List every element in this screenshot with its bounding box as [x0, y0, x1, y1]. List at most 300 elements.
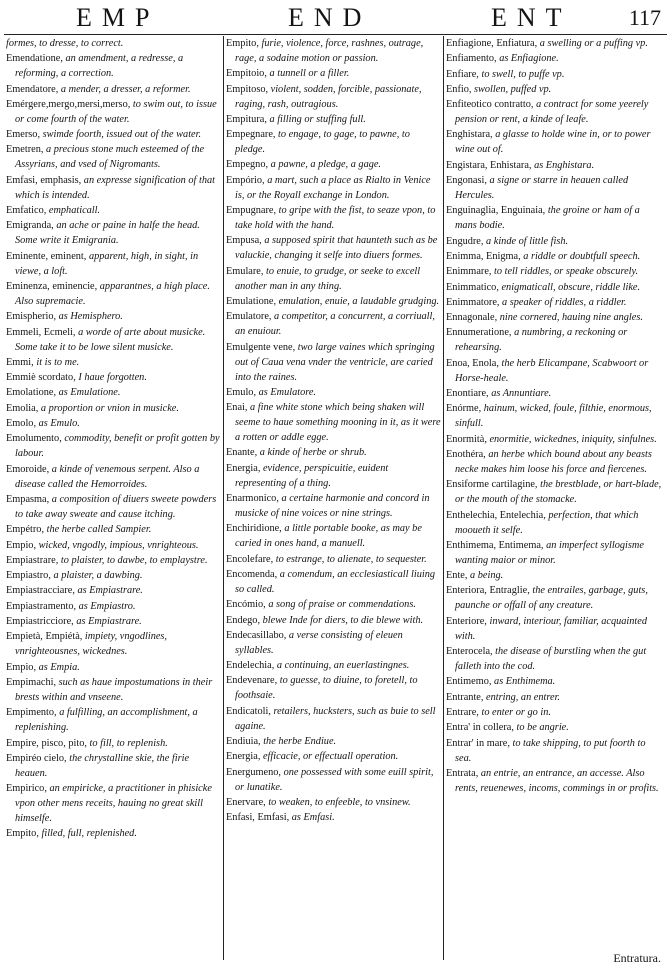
- dictionary-entry: [226, 264, 442, 294]
- entry-gloss: as Emulatore.: [258, 386, 317, 398]
- dictionary-entry: [6, 553, 222, 568]
- entry-gloss: such as haue impostumations in their brests within and vnseene.: [15, 676, 213, 703]
- dictionary-entry: [446, 674, 662, 689]
- dictionary-entry: [446, 766, 662, 796]
- dictionary-entry: [6, 249, 222, 279]
- dictionary-entry: [226, 294, 442, 309]
- dictionary-entry: [6, 127, 222, 142]
- dictionary-entry: [226, 613, 442, 628]
- entry-gloss: as Enfiagione.: [499, 53, 559, 65]
- entry-gloss: as Empia.: [38, 661, 80, 673]
- entry-gloss: apparent, high, in sight, in viewe, a loft.: [15, 250, 199, 277]
- entry-headword: Energumeno,: [226, 766, 284, 778]
- header-rule: [4, 34, 667, 35]
- entry-headword: Enimmatore,: [446, 296, 503, 308]
- entry-gloss: blewe Inde for diers, to die blewe with.: [262, 614, 424, 626]
- entry-gloss: a continuing, an euerlastingnes.: [276, 660, 410, 672]
- dictionary-entry: [6, 614, 222, 629]
- entry-headword: Enfasi, Emfasi,: [226, 812, 292, 824]
- entry-gloss: an empiricke, a practitioner in phisicke vpon other mens receits, hauing no great skill himselfe.: [15, 783, 212, 825]
- entry-headword: Eminenza, eminencie,: [6, 280, 100, 292]
- entry-gloss: inward, interiour, familiar, acquainted with.: [455, 615, 647, 642]
- entry-gloss: a worde of arte about musicke. Some take it to be lowe silent musicke.: [15, 326, 206, 353]
- dictionary-entry: [226, 173, 442, 203]
- entry-gloss: enormitie, wickednes, iniquity, sinfulnes.: [489, 433, 657, 445]
- dictionary-entry: [446, 173, 662, 203]
- dictionary-entry: [226, 567, 442, 597]
- entry-gloss: the chrystalline skie, the firie heauen.: [15, 752, 190, 779]
- dictionary-entry: [446, 401, 662, 431]
- entry-headword: Enormità,: [446, 433, 490, 445]
- entry-headword: Endego,: [226, 614, 263, 626]
- entry-headword: Enchiridione,: [226, 523, 285, 535]
- entry-headword: Enfiare,: [446, 68, 482, 80]
- dictionary-entry: [6, 416, 222, 431]
- dictionary-entry: [6, 431, 222, 461]
- entry-headword: Emolatione,: [6, 387, 59, 399]
- entry-headword: Endecasillabo,: [226, 629, 289, 641]
- dictionary-entry: [6, 401, 222, 416]
- dictionary-entry: [446, 356, 662, 386]
- dictionary-entry: [6, 629, 222, 659]
- running-head-word-3: ENT: [491, 3, 572, 32]
- dictionary-entry: [446, 644, 662, 674]
- entry-headword: Enimmare,: [446, 266, 495, 278]
- entry-gloss: swimde foorth, issued out of the water.: [42, 129, 202, 141]
- entry-gloss: to fill, to replenish.: [89, 737, 168, 749]
- entry-headword: Empiréo cielo,: [6, 752, 70, 764]
- dictionary-entry: [446, 36, 662, 51]
- entry-headword: Empétro,: [6, 524, 47, 536]
- entry-headword: Empimento,: [6, 707, 60, 719]
- entry-headword: Encolefare,: [226, 553, 276, 565]
- entry-gloss: a comendum, an ecclesiasticall liuing so called.: [235, 568, 436, 595]
- entry-gloss: emphaticall.: [48, 205, 101, 217]
- entry-headword: Entimemo,: [446, 676, 495, 688]
- entry-headword: Entrata,: [446, 767, 481, 779]
- dictionary-entry: [6, 370, 222, 385]
- entry-headword: Empasma,: [6, 493, 52, 505]
- dictionary-entry: [446, 386, 662, 401]
- entry-gloss: wicked, vngodly, impious, vnrighteous.: [38, 539, 199, 551]
- entry-gloss: to be angrie.: [516, 722, 569, 734]
- column-divider-1: [223, 36, 224, 960]
- entry-headword: Empiastracciare,: [6, 585, 78, 597]
- dictionary-entry: [6, 492, 222, 522]
- entry-gloss: a mender, a dresser, a reformer.: [60, 83, 191, 95]
- entry-headword: Enguinaglia, Enguinaia,: [446, 205, 548, 217]
- entry-gloss: a song of praise or commendations.: [268, 599, 416, 611]
- dictionary-entry: [446, 280, 662, 295]
- entry-gloss: furie, violence, force, rashnes, outrage, rage, a sodaine motion or passion.: [235, 38, 424, 64]
- entry-headword: Enghistara,: [446, 129, 496, 141]
- entry-gloss: to gripe with the fist, to seaze vpon, to take hold with the hand.: [235, 205, 436, 232]
- dictionary-entry: [6, 279, 222, 309]
- page-number: 117: [628, 5, 661, 30]
- entry-headword: Entrante,: [446, 691, 487, 703]
- entry-gloss: to enter or go in.: [481, 706, 551, 718]
- entry-headword: Empire, pisco, pito,: [6, 737, 90, 749]
- dictionary-entry: [226, 203, 442, 233]
- entry-headword: Emendatore,: [6, 83, 61, 95]
- entry-gloss: a little portable booke, as may be caried in ones hand, a manuell.: [235, 523, 422, 550]
- entry-headword: Empitoio,: [226, 68, 270, 80]
- dictionary-entry: [226, 521, 442, 551]
- dictionary-entry: [226, 66, 442, 81]
- entry-gloss: formes, to dresse, to correct.: [6, 38, 124, 49]
- entry-gloss: apparantnes, a high place. Also supremacie.: [15, 280, 210, 307]
- dictionary-entry: [446, 51, 662, 66]
- entry-headword: Energia,: [226, 462, 263, 474]
- entry-headword: Enai,: [226, 402, 251, 414]
- entry-headword: Endicatoli,: [226, 705, 274, 717]
- entry-gloss: a kinde of little fish.: [486, 235, 569, 247]
- entry-gloss: a speaker of riddles, a riddler.: [502, 296, 627, 308]
- dictionary-entry: [226, 112, 442, 127]
- dictionary-entry: [446, 736, 662, 766]
- dictionary-entry: [446, 310, 662, 325]
- entry-headword: Emoroide,: [6, 463, 52, 475]
- dictionary-entry: [6, 97, 222, 127]
- entry-headword: Emetren,: [6, 144, 47, 156]
- dictionary-entry: [226, 233, 442, 263]
- entry-gloss: to engage, to gage, to pawne, to pledge.: [235, 129, 410, 156]
- entry-headword: Empugnare,: [226, 205, 279, 217]
- dictionary-entry: [226, 795, 442, 810]
- dictionary-entry: [446, 203, 662, 233]
- dictionary-entry: [446, 158, 662, 173]
- entry-gloss: a pawne, a pledge, a gage.: [270, 159, 382, 171]
- entry-gloss: swollen, puffed vp.: [474, 83, 552, 95]
- entry-headword: Empegno,: [226, 159, 271, 171]
- entry-gloss: as Emulo.: [38, 418, 80, 430]
- entry-headword: Emfasi, emphasis,: [6, 174, 84, 186]
- entry-headword: Entra' in collera,: [446, 722, 517, 734]
- entry-gloss: a being.: [470, 570, 504, 582]
- dictionary-entry: [6, 462, 222, 492]
- entry-headword: Entrare,: [446, 706, 482, 718]
- dictionary-entry: [6, 325, 222, 355]
- dictionary-entry: [6, 568, 222, 583]
- dictionary-entry: [446, 325, 662, 355]
- entry-gloss: evidence, perspicuitie, euident representing of a thing.: [235, 462, 389, 489]
- dictionary-entry: [226, 461, 442, 491]
- dictionary-entry: [446, 97, 662, 127]
- entry-gloss: to tell riddles, or speake obscurely.: [494, 266, 639, 278]
- entry-gloss: a mart, such a place as Rialto in Venice is, or the Royall exchange in London.: [235, 174, 431, 201]
- dictionary-entry: [6, 218, 222, 248]
- entry-headword: Empiastricciore,: [6, 616, 77, 628]
- dictionary-entry: [226, 810, 442, 825]
- entry-headword: Enervare,: [226, 796, 269, 808]
- dictionary-entry: [226, 734, 442, 749]
- entry-gloss: I haue forgotten.: [78, 372, 147, 384]
- dictionary-entry: [446, 583, 662, 613]
- entry-headword: Emispherio,: [6, 311, 59, 323]
- dictionary-entry: [226, 765, 442, 795]
- entry-headword: Emulare,: [226, 265, 267, 277]
- entry-gloss: a numbring, a reckoning or rehearsing.: [455, 327, 628, 354]
- entry-headword: Enoa, Enola,: [446, 357, 502, 369]
- entry-gloss: an imperfect syllogisme wanting maior or minor.: [455, 539, 644, 566]
- entry-gloss: a swelling or a puffing vp.: [539, 38, 648, 49]
- dictionary-entry: [226, 704, 442, 734]
- dictionary-entry: [6, 583, 222, 598]
- running-head-word-1: EMP: [76, 3, 160, 32]
- entry-headword: Ennumeratione,: [446, 327, 515, 339]
- entry-headword: Emolo,: [6, 418, 39, 430]
- entry-gloss: a fine white stone which being shaken will seeme to haue something mooning in it, as it were a rotten or addle egge.: [235, 402, 441, 444]
- entry-gloss: a composition of diuers sweete powders to take away sweate and cause itching.: [15, 493, 217, 520]
- dictionary-entry: [226, 597, 442, 612]
- entry-gloss: as Hemisphero.: [58, 311, 123, 323]
- entry-gloss: the disease of burstling when the gut falleth into the cod.: [455, 646, 647, 673]
- entry-headword: Enothéra,: [446, 448, 489, 460]
- entry-headword: Empiastrare,: [6, 554, 61, 566]
- entry-headword: Engonasi,: [446, 175, 490, 187]
- entry-gloss: violent, sodden, forcible, passionate, raging, rash, outragious.: [235, 83, 422, 110]
- running-head-word-2: END: [288, 3, 372, 32]
- entry-gloss: an entrie, an entrance, an accesse. Also rents, reuenewes, incoms, commings in or profits.: [455, 767, 659, 794]
- dictionary-entry: [226, 628, 442, 658]
- entry-headword: Eminente, eminent,: [6, 250, 89, 262]
- entry-headword: Empitura,: [226, 113, 270, 125]
- entry-headword: Empimachi,: [6, 676, 59, 688]
- dictionary-entry: [6, 538, 222, 553]
- entry-gloss: filled, full, replenished.: [41, 828, 137, 840]
- entry-gloss: a plaister, a dawbing.: [53, 570, 143, 582]
- entry-headword: Enante,: [226, 447, 260, 459]
- dictionary-entry: [226, 673, 442, 703]
- entry-gloss: the brestblade, or hart-blade, or the mouth of the stomacke.: [455, 479, 662, 506]
- entry-gloss: a kinde of herbe or shrub.: [259, 447, 367, 459]
- dictionary-entry: [446, 705, 662, 720]
- entry-gloss: the groine or ham of a mans bodie.: [455, 205, 640, 232]
- entry-headword: Emmi,: [6, 356, 37, 368]
- dictionary-entry: [226, 127, 442, 157]
- entry-gloss: perfection, that which mooueth it selfe.: [455, 509, 639, 536]
- dictionary-entry: [226, 552, 442, 567]
- column-1: [6, 36, 222, 958]
- entry-gloss: impiety, vngodlines, vnrighteousnes, wickednes.: [15, 631, 167, 658]
- entry-headword: Ente,: [446, 570, 471, 582]
- dictionary-entry: [6, 705, 222, 735]
- entry-gloss: to swim out, to issue or come fourth of the water.: [15, 98, 217, 125]
- entry-headword: Endiuia,: [226, 736, 264, 748]
- dictionary-entry: [6, 82, 222, 97]
- dictionary-entry: [6, 736, 222, 751]
- entry-headword: Emigranda,: [6, 220, 57, 232]
- entry-headword: Ennagonale,: [446, 312, 500, 324]
- entry-gloss: as Emfasi.: [291, 812, 335, 824]
- entry-headword: Emerso,: [6, 129, 43, 141]
- entry-gloss: a riddle or doubtfull speech.: [523, 250, 641, 262]
- dictionary-entry: [446, 127, 662, 157]
- dictionary-entry: [226, 340, 442, 385]
- dictionary-entry: [6, 51, 222, 81]
- entry-gloss: a precious stone much esteemed of the Assyrians, and vsed of Nigromants.: [15, 144, 205, 171]
- dictionary-entry: [6, 751, 222, 781]
- entry-headword: Empório,: [226, 174, 268, 186]
- dictionary-entry: [446, 508, 662, 538]
- dictionary-entry: [6, 675, 222, 705]
- entry-headword: Enthimema, Entimema,: [446, 539, 547, 551]
- entry-gloss: an expresse signification of that which is intended.: [15, 174, 215, 201]
- entry-gloss: a signe or starre in heauen called Hercules.: [455, 175, 629, 202]
- dictionary-entry: [6, 660, 222, 675]
- entry-headword: Engistara, Enhistara,: [446, 159, 535, 171]
- entry-headword: Encómio,: [226, 599, 269, 611]
- entry-gloss: a contract for some yeerely pension or rent, a kinde of leafe.: [455, 99, 649, 126]
- entry-headword: Enimma, Enigma,: [446, 250, 524, 262]
- entry-gloss: one possessed with some euill spirit, or lunatike.: [235, 766, 434, 793]
- entry-gloss: commodity, benefit or profit gotten by labour.: [15, 433, 220, 460]
- entry-headword: Enteriora, Entraglie,: [446, 585, 533, 597]
- dictionary-entry: [446, 477, 662, 507]
- entry-headword: Entrar' in mare,: [446, 737, 513, 749]
- running-head: [6, 3, 665, 33]
- entry-headword: Enteriore,: [446, 615, 490, 627]
- entry-headword: Empusa,: [226, 235, 265, 247]
- entry-gloss: to take shipping, to put foorth to sea.: [455, 737, 646, 764]
- dictionary-entry: [226, 385, 442, 400]
- dictionary-entry: [446, 614, 662, 644]
- entry-headword: Enontiare,: [446, 388, 492, 400]
- entry-gloss: an ache or paine in halfe the head. Some write it Emigrania.: [15, 220, 200, 247]
- dictionary-entry: [226, 157, 442, 172]
- dictionary-entry: [226, 400, 442, 445]
- entry-gloss: retailers, hucksters, such as buie to sell againe.: [235, 705, 436, 732]
- dictionary-entry: [446, 432, 662, 447]
- dictionary-entry: [446, 234, 662, 249]
- entry-headword: Emendatione,: [6, 53, 66, 65]
- entry-gloss: to weaken, to enfeeble, to vnsinew.: [268, 796, 411, 808]
- dictionary-entry: [226, 749, 442, 764]
- entry-gloss: the entrailes, garbage, guts, paunche or offall of any creature.: [455, 585, 648, 612]
- entry-headword: Empio,: [6, 661, 39, 673]
- entry-gloss: to guesse, to diuine, to foretell, to foothsaie.: [235, 675, 418, 702]
- entry-headword: Engudre,: [446, 235, 487, 247]
- entry-gloss: to enuie, to grudge, or seeke to excell another man in any thing.: [235, 265, 421, 292]
- entry-headword: Emulgente vene,: [226, 341, 298, 353]
- entry-headword: Energia,: [226, 751, 263, 763]
- dictionary-entry: [6, 355, 222, 370]
- entry-gloss: a certaine harmonie and concord in musicke of nine voices or nine strings.: [235, 493, 430, 520]
- entry-gloss: to estrange, to alienate, to sequester.: [275, 553, 427, 565]
- entry-headword: Emérgere,mergo,mersi,merso,: [6, 98, 133, 110]
- dictionary-entry: [6, 826, 222, 841]
- dictionary-entry: [446, 447, 662, 477]
- entry-headword: Emfatico,: [6, 205, 49, 217]
- dictionary-entry: [446, 249, 662, 264]
- entry-gloss: as Enghistara.: [534, 159, 595, 171]
- entry-headword: Emulatione,: [226, 295, 279, 307]
- dictionary-entry: [6, 36, 222, 51]
- entry-gloss: the herbe called Sampier.: [46, 524, 152, 536]
- entry-gloss: to plaister, to dawbe, to emplaystre.: [60, 554, 208, 566]
- entry-gloss: hainum, wicked, foule, filthie, enormous, sinfull.: [455, 403, 652, 430]
- entry-gloss: nine cornered, hauing nine angles.: [499, 312, 643, 324]
- column-2: [226, 36, 442, 958]
- entry-headword: Empiastramento,: [6, 600, 79, 612]
- entry-headword: Enarmonico,: [226, 493, 282, 505]
- entry-gloss: as Enthimema.: [494, 676, 556, 688]
- entry-gloss: a supposed spirit that haunteth such as be valuckie, changing it selfe into diuers formes.: [235, 235, 438, 262]
- dictionary-entry: [226, 309, 442, 339]
- entry-headword: Empiastro,: [6, 570, 54, 582]
- entry-headword: Emulo,: [226, 386, 259, 398]
- entry-headword: Empito,: [6, 828, 42, 840]
- dictionary-entry: [446, 82, 662, 97]
- entry-gloss: a fulfilling, an accomplishment, a replenishing.: [15, 707, 198, 734]
- dictionary-entry: [446, 568, 662, 583]
- entry-headword: Empito,: [226, 38, 262, 49]
- entry-headword: Emolumento,: [6, 433, 65, 445]
- dictionary-entry: [6, 522, 222, 537]
- entry-headword: Ensiforme cartilagine,: [446, 479, 541, 491]
- entry-headword: Enthelechia, Entelechia,: [446, 509, 549, 521]
- entry-headword: Empegnare,: [226, 129, 279, 141]
- column-3: [446, 36, 662, 958]
- entry-gloss: as Emulatione.: [58, 387, 121, 399]
- entry-headword: Endevenare,: [226, 675, 280, 687]
- dictionary-entry: [6, 173, 222, 203]
- entry-gloss: as Empiastro.: [78, 600, 136, 612]
- entry-gloss: efficacie, or effectuall operation.: [262, 751, 399, 763]
- dictionary-entry: [446, 720, 662, 735]
- entry-gloss: as Empiastrare.: [76, 616, 142, 628]
- entry-gloss: as Empiastrare.: [77, 585, 143, 597]
- entry-gloss: emulation, enuie, a laudable grudging.: [278, 295, 440, 307]
- dictionary-entry: [226, 36, 442, 66]
- entry-headword: Emmeli, Ecmeli,: [6, 326, 79, 338]
- entry-gloss: as Annuntiare.: [491, 388, 552, 400]
- catchword: Entratura.: [613, 951, 661, 965]
- entry-headword: Emulatore,: [226, 311, 275, 323]
- entry-gloss: the herbe Endiue.: [263, 736, 337, 748]
- entry-headword: Enimmatico,: [446, 281, 502, 293]
- entry-headword: Empietà, Empiétà,: [6, 631, 85, 643]
- dictionary-entry: [6, 599, 222, 614]
- dictionary-entry: [6, 385, 222, 400]
- entry-headword: Empirico,: [6, 783, 50, 795]
- entry-headword: Empitoso,: [226, 83, 271, 95]
- entry-gloss: the herb Elicampane, Scabwoort or Horse-heale.: [455, 357, 649, 384]
- dictionary-entry: [446, 67, 662, 82]
- column-divider-2: [443, 36, 444, 960]
- entry-gloss: a competitor, a concurrent, a corriuall, an enuiour.: [235, 311, 435, 338]
- entry-gloss: enigmaticall, obscure, riddle like.: [501, 281, 641, 293]
- entry-gloss: a proportion or vnion in musicke.: [40, 402, 179, 414]
- entry-headword: Enterocela,: [446, 646, 496, 658]
- entry-gloss: a filling or stuffing full.: [269, 113, 366, 125]
- entry-headword: Empio,: [6, 539, 39, 551]
- entry-headword: Enfiteotico contratto,: [446, 99, 537, 111]
- entry-gloss: an herbe which bound about any beasts necke makes him loose his force and fiercenes.: [455, 448, 652, 475]
- entry-gloss: entring, an entrer.: [486, 691, 561, 703]
- entry-gloss: a verse consisting of eleuen syllables.: [235, 629, 403, 656]
- dictionary-entry: [446, 264, 662, 279]
- dictionary-entry: [446, 295, 662, 310]
- dictionary-entry: [226, 658, 442, 673]
- dictionary-entry: [226, 491, 442, 521]
- dictionary-entry: [6, 142, 222, 172]
- entry-gloss: it is to me.: [36, 356, 80, 368]
- entry-gloss: a glasse to holde wine in, or to power wine out of.: [455, 129, 651, 156]
- entry-gloss: a tunnell or a filler.: [269, 68, 350, 80]
- entry-headword: Emolia,: [6, 402, 41, 414]
- entry-headword: Endelechia,: [226, 660, 277, 672]
